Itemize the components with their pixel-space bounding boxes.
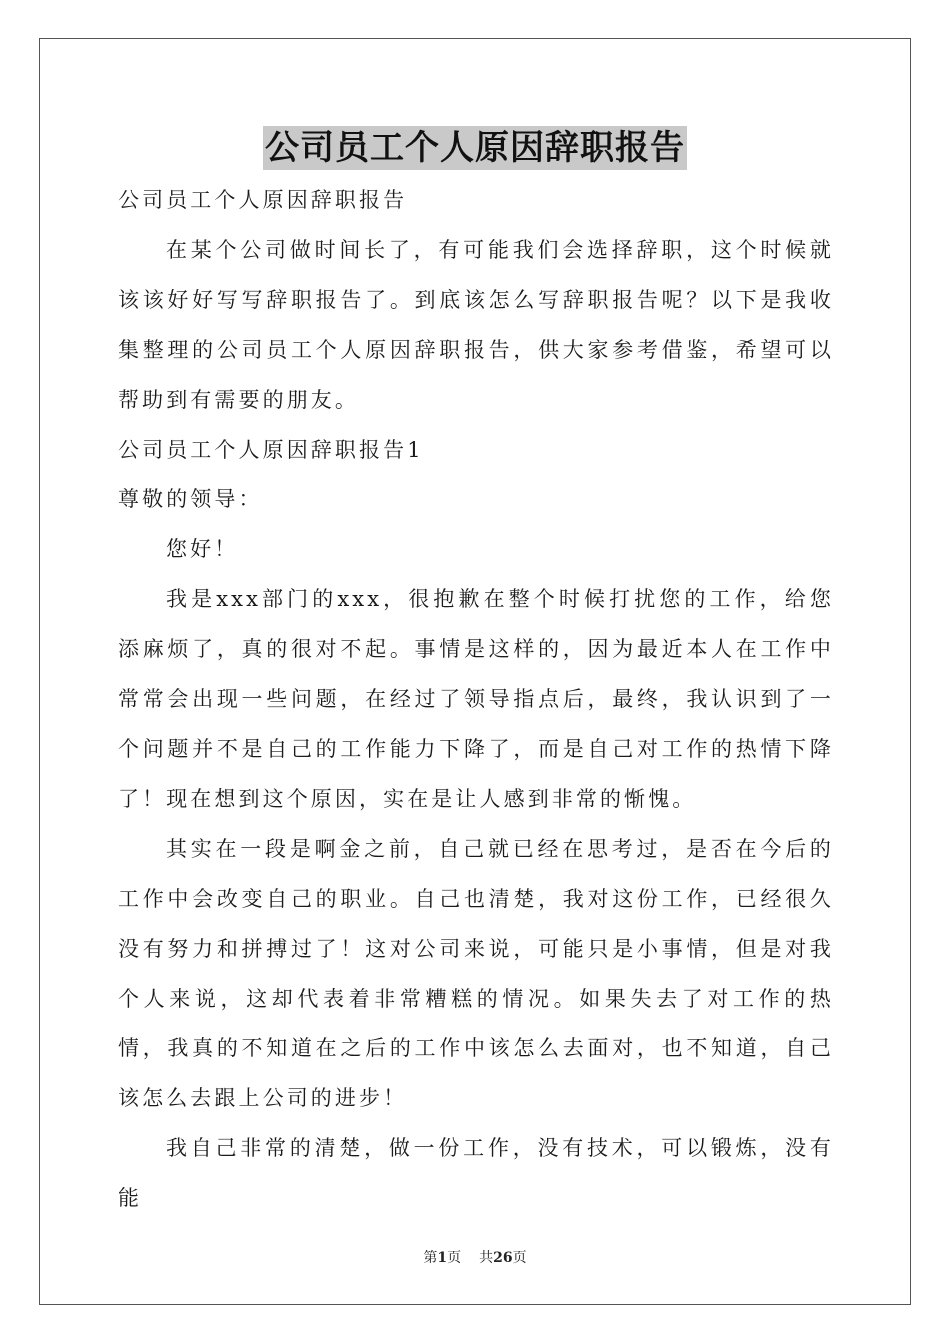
total-suffix: 页 [512, 1250, 527, 1266]
document-body [118, 176, 834, 1224]
paragraph-body-3: 我自己非常的清楚，做一份工作，没有技术，可以锻炼，没有能 [118, 1136, 834, 1211]
paragraph-salutation: 尊敬的领导： [118, 487, 263, 512]
paragraph-greeting: 您好！ [166, 537, 239, 562]
paragraph-body-1: 我是xxx部门的xxx，很抱歉在整个时候打扰您的工作，给您添麻烦了，真的很对不起。事情是这样的，因为最近本人在工作中常常会出现一些问题，在经过了领导指点后，最终，我认识到了一个问题并不是自己的工作能力下降了，而是自己对工作的热情下降了！现在想到这个原因，实在是让人感到非常的惭愧。 [118, 587, 834, 811]
page-footer [0, 1247, 950, 1267]
paragraph-body-2: 其实在一段是啊金之前，自己就已经在思考过，是否在今后的工作中会改变自己的职业。自己也清楚，我对这份工作，已经很久没有努力和拼搏过了！这对公司来说，可能只是小事情，但是对我个人来说，这却代表着非常糟糕的情况。如果失去了对工作的热情，我真的不知道在之后的工作中该怎么去面对，也不知道，自己该怎么去跟上公司的进步！ [118, 836, 834, 1111]
page-suffix: 页 [447, 1250, 462, 1266]
total-prefix: 共 [479, 1250, 494, 1266]
page-number: 1 [437, 1250, 448, 1266]
total-pages: 26 [493, 1250, 513, 1266]
page-prefix: 第 [423, 1250, 438, 1266]
paragraph-intro: 在某个公司做时间长了，有可能我们会选择辞职，这个时候就该该好好写写辞职报告了。到底该怎么写辞职报告呢？以下是我收集整理的公司员工个人原因辞职报告，供大家参考借鉴，希望可以帮助到有需要的朋友。 [118, 237, 834, 412]
paragraph-section-heading: 公司员工个人原因辞职报告1 [118, 437, 424, 462]
title-container [0, 126, 950, 170]
document-title: 公司员工个人原因辞职报告 [265, 128, 685, 168]
paragraph-subtitle: 公司员工个人原因辞职报告 [118, 188, 408, 212]
